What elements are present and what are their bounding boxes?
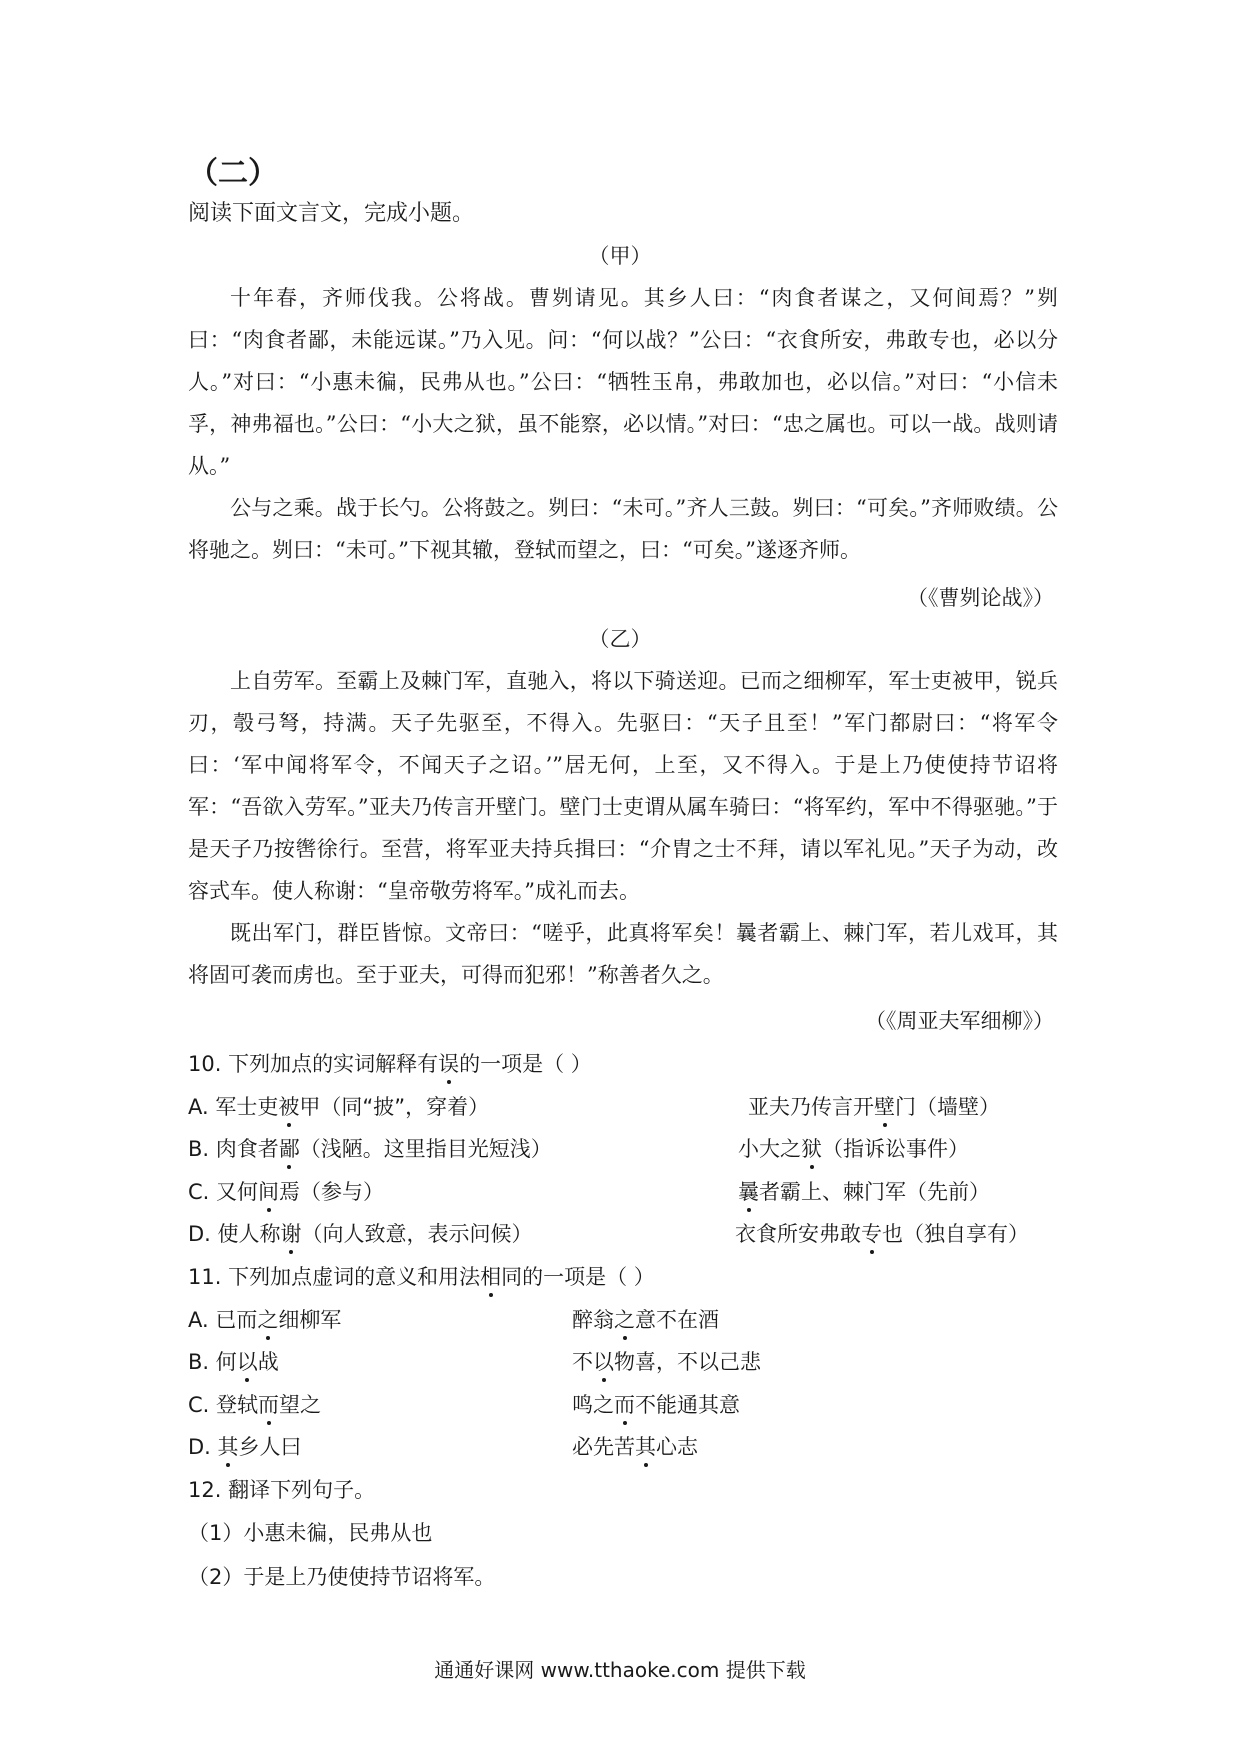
- question-11-option-a-left: [188, 1304, 341, 1334]
- instruction: 阅读下面文言文，完成小题。: [188, 201, 475, 226]
- footer-credit: 通通好课网 www.tthaoke.com 提供下载: [434, 1658, 806, 1682]
- dotted-char: 狱: [801, 1133, 822, 1163]
- dotted-char: 以: [237, 1346, 258, 1376]
- question-11-option-c-right: [572, 1389, 740, 1419]
- question-10-option-c-right: [738, 1176, 990, 1206]
- option-text: 不能通其意: [635, 1393, 740, 1417]
- stem-text: 的一项是（ ）: [459, 1052, 592, 1076]
- option-text: C. 又何: [188, 1180, 259, 1204]
- option-text: 门（墙壁）: [895, 1095, 1000, 1119]
- stem-text: 10. 下列加点的实词解释有: [188, 1052, 439, 1076]
- stem-text: 同的一项是（ ）: [501, 1265, 655, 1289]
- question-10-stem: [188, 1048, 592, 1078]
- passage-a: [188, 277, 1058, 571]
- option-text: （浅陋。这里指目光短浅）: [299, 1137, 552, 1161]
- question-10-option-d-left: [188, 1218, 533, 1248]
- dotted-char: 之: [257, 1304, 278, 1334]
- option-text: C. 登轼: [188, 1393, 259, 1417]
- dotted-char: 曩: [738, 1176, 759, 1206]
- option-text: 物喜，不以己悲: [614, 1350, 761, 1374]
- dotted-char: 而: [614, 1389, 635, 1419]
- option-text: （指诉讼事件）: [822, 1137, 969, 1161]
- dotted-char: 而: [258, 1389, 279, 1419]
- dotted-char: 壁: [874, 1091, 895, 1121]
- option-text: 也（独自享有）: [882, 1222, 1029, 1246]
- question-10-option-a-right: [748, 1091, 1000, 1121]
- option-text: 醉翁: [572, 1308, 614, 1332]
- dotted-char: 其: [218, 1431, 239, 1461]
- option-text: B. 何: [188, 1350, 237, 1374]
- question-10-option-b-left: [188, 1133, 552, 1163]
- passage-b-label: （乙）: [588, 627, 652, 651]
- passage-b-source: （《周亚夫军细柳》）: [865, 1009, 1054, 1033]
- dotted-char: 之: [614, 1304, 635, 1334]
- option-text: 战: [257, 1350, 279, 1374]
- question-11-option-c-left: [188, 1389, 321, 1419]
- question-12-item-1: （1）小惠未徧，民弗从也: [188, 1521, 433, 1545]
- option-text: 意不在酒: [635, 1308, 719, 1332]
- passage-b-paragraph: 既出军门，群臣皆惊。文帝曰：“嗟乎，此真将军矣！曩者霸上、棘门军，若儿戏耳，其将固可袭而虏也。至于亚夫，可得而犯邪！”称善者久之。: [188, 921, 1058, 987]
- question-11-option-b-right: [572, 1346, 761, 1376]
- stem-text: 11. 下列加点虚词的意义和用法: [188, 1265, 481, 1289]
- question-11-option-d-left: [188, 1431, 302, 1461]
- question-10-option-b-right: [738, 1133, 969, 1163]
- question-11-stem: [188, 1261, 655, 1291]
- section-title: （二）: [188, 156, 278, 191]
- question-11-option-d-right: [572, 1431, 698, 1461]
- option-text: 亚夫乃传言开: [748, 1095, 874, 1119]
- option-text: 必先苦: [572, 1435, 635, 1459]
- option-text: 者霸上、棘门军（先前）: [759, 1180, 990, 1204]
- option-text: 望之: [279, 1393, 322, 1417]
- dotted-char: 专: [861, 1218, 882, 1248]
- option-text: 小大之: [738, 1137, 801, 1161]
- option-text: 不: [572, 1350, 593, 1374]
- question-11-option-a-right: [572, 1304, 719, 1334]
- passage-a-paragraph: 十年春，齐师伐我。公将战。曹刿请见。其乡人曰：“肉食者谋之，又何间焉？”刿曰：“肉食者鄙，未能远谋。”乃入见。问：“何以战？”公曰：“衣食所安，弗敢专也，必以分人。”对曰：“小惠未徧，民弗从也。”公曰：“牺牲玉帛，弗敢加也，必以信。”对曰：“小信未孚，神弗福也。”公曰：“小大之狱，虽不能察，必以情。”对曰：“忠之属也。可以一战。战则请从。”: [188, 286, 1058, 478]
- option-text: A. 军士吏: [188, 1095, 279, 1119]
- option-text: D.: [188, 1435, 218, 1459]
- dotted-char: 间: [258, 1176, 279, 1206]
- dotted-char: 其: [635, 1431, 656, 1461]
- passage-b: [188, 660, 1058, 996]
- question-12-stem: 12. 翻译下列句子。: [188, 1478, 376, 1502]
- passage-a-source: （《曹刿论战》）: [907, 586, 1054, 610]
- option-text: A. 已而: [188, 1308, 258, 1332]
- question-10-option-a-left: [188, 1091, 489, 1121]
- passage-a-paragraph: 公与之乘。战于长勺。公将鼓之。刿曰：“未可。”齐人三鼓。刿曰：“可矣。”齐师败绩。公将驰之。刿曰：“未可。”下视其辙，登轼而望之，曰：“可矣。”遂逐齐师。: [188, 496, 1058, 562]
- option-text: D. 使人称: [188, 1222, 281, 1246]
- passage-b-paragraph: 上自劳军。至霸上及棘门军，直驰入，将以下骑送迎。已而之细柳军，军士吏被甲，锐兵刃，彀弓弩，持满。天子先驱至，不得入。先驱曰：“天子且至！”军门都尉曰：“将军令曰：‘军中闻将军令，不闻天子之诏。’”居无何，上至，又不得入。于是上乃使使持节诏将军：“吾欲入劳军。”亚夫乃传言开壁门。壁门士吏谓从属车骑曰：“将军约，军中不得驱驰。”于是天子乃按辔徐行。至营，将军亚夫持兵揖曰：“介胄之士不拜，请以军礼见。”天子为动，改容式车。使人称谢：“皇帝敬劳将军。”成礼而去。: [188, 669, 1058, 903]
- dotted-char: 谢: [281, 1218, 302, 1248]
- option-text: 衣食所安弗敢: [735, 1222, 861, 1246]
- question-10-option-d-right: [735, 1218, 1029, 1248]
- option-text: 鸣之: [572, 1393, 614, 1417]
- option-text: 甲（同“披”，穿着）: [299, 1095, 490, 1119]
- passage-a-label: （甲）: [588, 244, 652, 268]
- option-text: B. 肉食者: [188, 1137, 279, 1161]
- dotted-char: 以: [593, 1346, 614, 1376]
- option-text: 细柳军: [278, 1308, 342, 1332]
- option-text: 焉（参与）: [279, 1180, 385, 1204]
- question-12-item-2: （2）于是上乃使使持节诏将军。: [188, 1565, 496, 1589]
- dotted-char: 鄙: [279, 1133, 300, 1163]
- question-10-option-c-left: [188, 1176, 384, 1206]
- dotted-char: 被: [278, 1091, 299, 1121]
- dotted-char: 误: [438, 1048, 459, 1078]
- option-text: 乡人曰: [238, 1435, 302, 1459]
- dotted-char: 相: [480, 1261, 501, 1291]
- question-11-option-b-left: [188, 1346, 279, 1376]
- option-text: （向人致意，表示问候）: [301, 1222, 533, 1246]
- option-text: 心志: [656, 1435, 698, 1459]
